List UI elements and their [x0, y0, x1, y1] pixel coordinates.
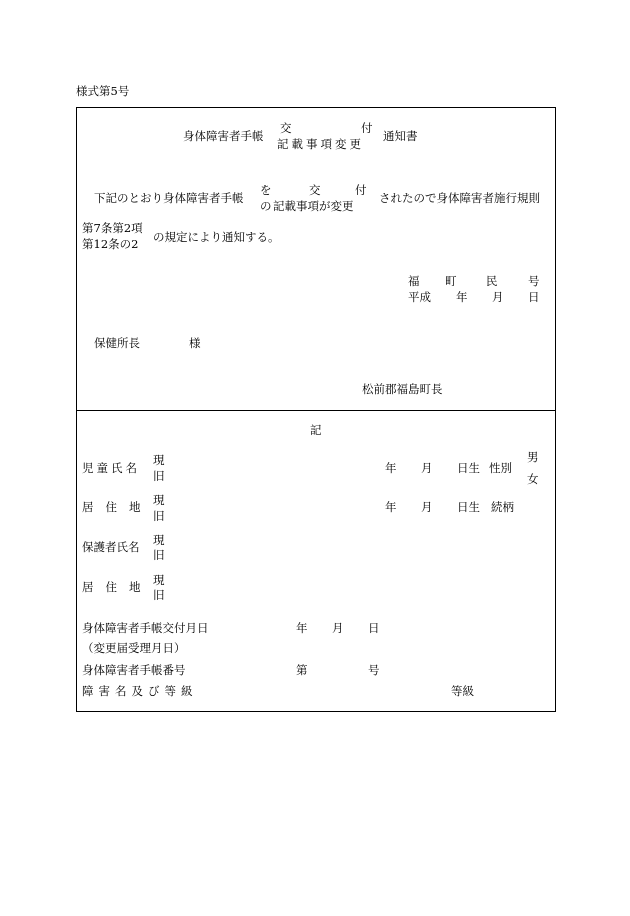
body-intro: 下記のとおり身体障害者手帳 — [94, 191, 244, 205]
ref-fuku: 福 — [408, 274, 420, 288]
body-tail: されたので身体障害者施行規則 — [379, 191, 540, 205]
issuer: 松前郡福島町長 — [362, 382, 443, 396]
date-era: 平成 — [408, 290, 431, 304]
title-suffix: 通知書 — [383, 129, 418, 143]
guardian-current-mark: 現 — [153, 533, 165, 547]
date-year: 年 — [456, 290, 468, 304]
disability-label: 障害名及び等級 — [82, 684, 198, 698]
body-wo: を — [260, 183, 272, 197]
body-no: の — [260, 199, 272, 213]
child-address-label: 居住地 — [82, 500, 153, 514]
issue-month: 月 — [332, 621, 344, 635]
child-address-current-mark: 現 — [153, 493, 165, 507]
body-top-mid: 交 — [309, 183, 321, 197]
child-birth-day: 日生 — [457, 461, 480, 475]
title-bottom: 記載事項変更 — [277, 137, 364, 151]
date-month: 月 — [492, 290, 504, 304]
issue-year: 年 — [296, 621, 308, 635]
ref-machi: 町 — [445, 274, 457, 288]
guardian-birth-month: 月 — [421, 500, 433, 514]
honorific: 様 — [189, 336, 201, 350]
child-name-label: 児童氏名 — [82, 461, 140, 475]
child-address-former-mark: 旧 — [153, 509, 165, 523]
title-top-right: 付 — [361, 121, 373, 135]
guardian-birth-year: 年 — [385, 500, 397, 514]
booklet-number-label: 身体障害者手帳番号 — [82, 663, 186, 677]
guardian-address-former-mark: 旧 — [153, 588, 165, 602]
body-bottom: 記載事項が変更 — [273, 199, 354, 213]
gender-label: 性別 — [489, 461, 512, 475]
clause-bottom: 第12条の2 — [82, 237, 139, 251]
child-birth-year: 年 — [385, 461, 397, 475]
number-prefix: 第 — [296, 663, 308, 677]
ref-min: 民 — [486, 274, 498, 288]
gender-female: 女 — [527, 472, 539, 486]
issue-date-label: 身体障害者手帳交付月日 — [82, 621, 209, 635]
child-former-mark: 旧 — [153, 469, 165, 483]
ref-gou: 号 — [528, 274, 540, 288]
relationship-label: 続柄 — [491, 500, 514, 514]
form-number: 様式第5号 — [76, 84, 130, 98]
child-current-mark: 現 — [153, 453, 165, 467]
title-prefix: 身体障害者手帳 — [183, 129, 264, 143]
title-top-left: 交 — [280, 121, 292, 135]
number-suffix: 号 — [368, 663, 380, 677]
body-top-right: 付 — [355, 183, 367, 197]
clause-tail: の規定により通知する。 — [153, 230, 280, 244]
guardian-former-mark: 旧 — [153, 548, 165, 562]
addressee: 保健所長 — [94, 336, 140, 350]
guardian-name-label: 保護者氏名 — [82, 540, 140, 554]
grade-label: 等級 — [451, 684, 474, 698]
change-date-label: （変更届受理月日） — [82, 641, 186, 655]
child-birth-month: 月 — [421, 461, 433, 475]
guardian-address-label: 居住地 — [82, 580, 153, 594]
section-divider — [76, 410, 556, 411]
guardian-birth-day: 日生 — [457, 500, 480, 514]
clause-top: 第7条第2項 — [82, 221, 143, 235]
date-day: 日 — [528, 290, 540, 304]
details-heading: 記 — [310, 423, 322, 437]
gender-male: 男 — [527, 450, 539, 464]
issue-day: 日 — [368, 621, 380, 635]
guardian-address-current-mark: 現 — [153, 573, 165, 587]
